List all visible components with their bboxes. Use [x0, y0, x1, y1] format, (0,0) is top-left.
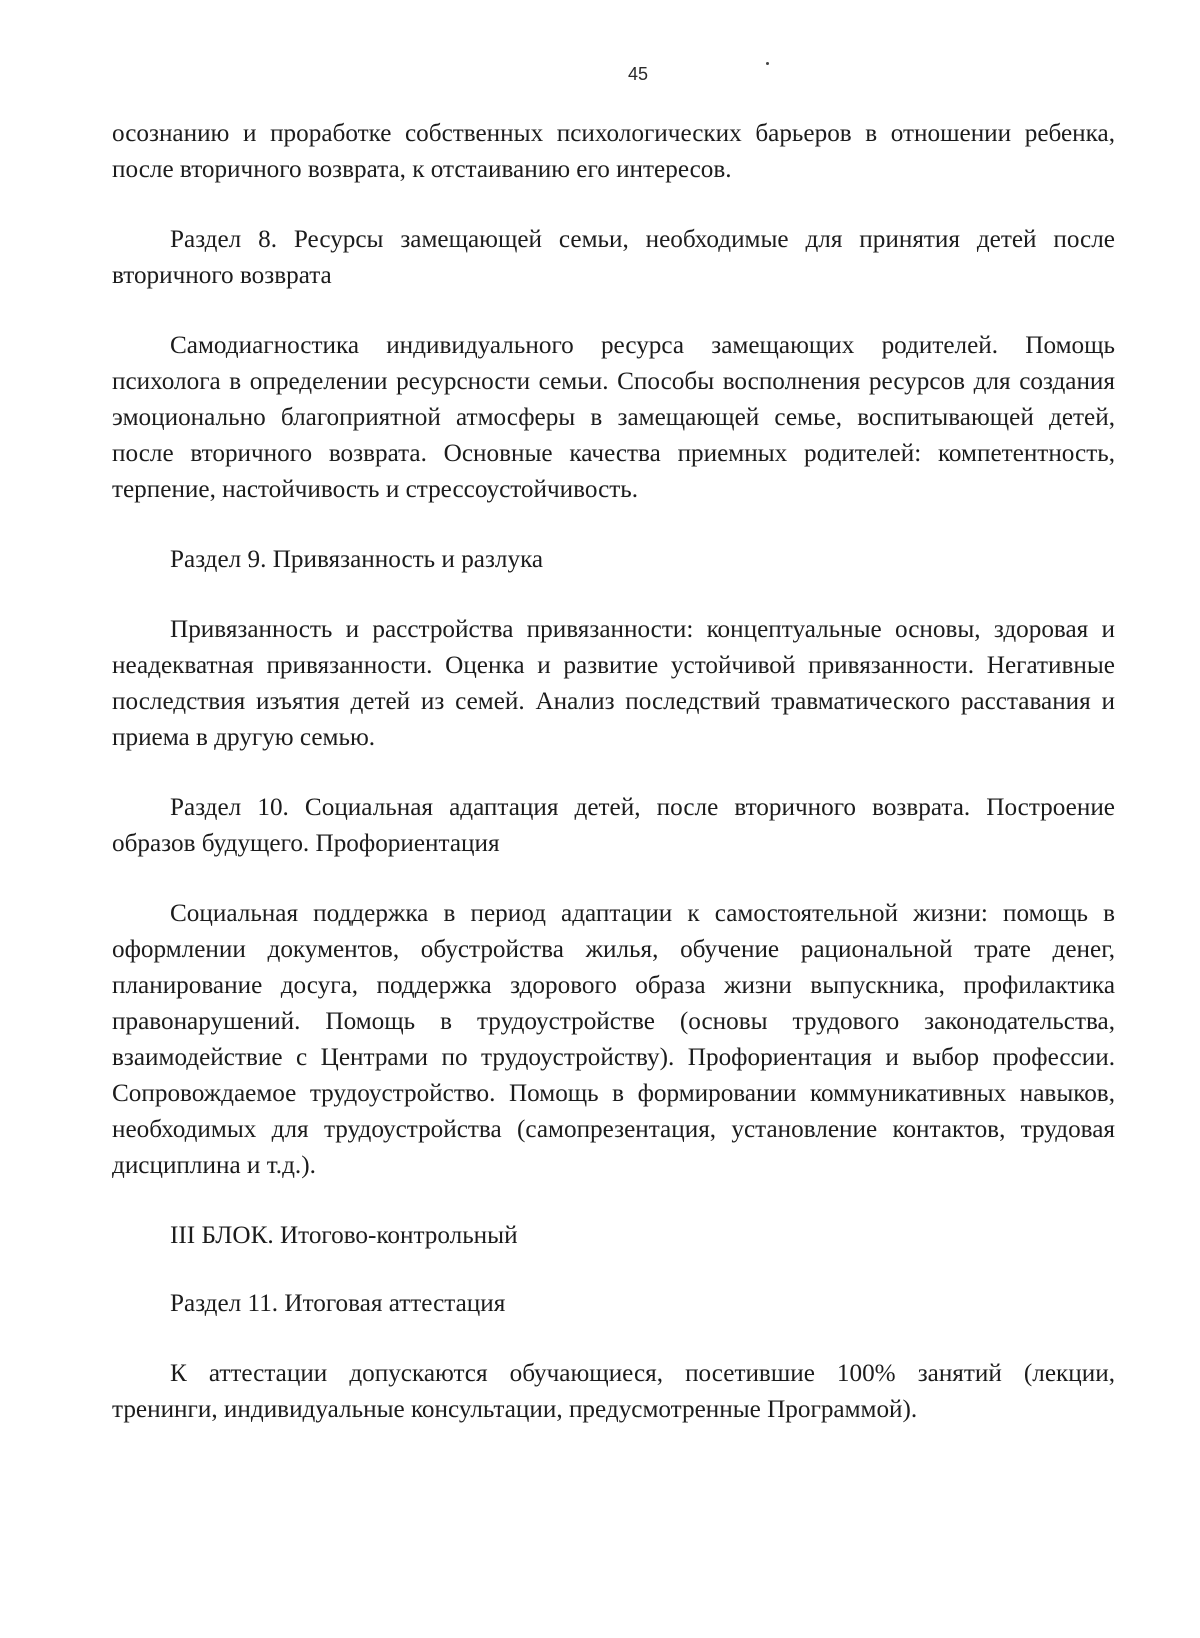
section-10-body: Социальная поддержка в период адаптации к самостоятельной жизни: помощь в оформлении документов, обустройства жилья, обучение рациональной трате денег, планирование досуга, поддержка здорового образа жизни выпускника, профилактика правонарушений. Помощь в трудоустройстве (основы трудового законодательства, взаимодействие с Центрами по трудоустройству). Профориентация и выбор профессии. Сопровождаемое трудоустройство. Помощь в формировании коммуникативных навыков, необходимых для трудоустройства (самопрезентация, установление контактов, трудовая дисциплина и т.д.). [112, 900, 1115, 1179]
page-number: 45 [627, 64, 649, 84]
section-8-heading: Раздел 8. Ресурсы замещающей семьи, необходимые для принятия детей после вторичного возврата [112, 226, 1115, 289]
block-3-heading: III БЛОК. Итогово-контрольный [170, 1222, 518, 1249]
section-11-heading: Раздел 11. Итоговая аттестация [170, 1290, 506, 1317]
section-8-body: Самодиагностика индивидуального ресурса замещающих родителей. Помощь психолога в определении ресурсности семьи. Способы восполнения ресурсов для создания эмоционально благоприятной атмосферы в замещающей семье, воспитывающей детей, после вторичного возврата. Основные качества приемных родителей: компетентность, терпение, настойчивость и стрессоустойчивость. [112, 332, 1115, 503]
section-9-heading: Раздел 9. Привязанность и разлука [170, 546, 544, 573]
page-body [112, 116, 1115, 1428]
section-10-heading: Раздел 10. Социальная адаптация детей, после вторичного возврата. Построение образов будущего. Профориентация [112, 794, 1115, 857]
section-9-body: Привязанность и расстройства привязанности: концептуальные основы, здоровая и неадекватная привязанности. Оценка и развитие устойчивой привязанности. Негативные последствия изъятия детей из семей. Анализ последствий травматического расставания и приема в другую семью. [112, 616, 1115, 751]
scan-speck [766, 62, 769, 65]
section-11-body: К аттестации допускаются обучающиеся, посетившие 100% занятий (лекции, тренинги, индивидуальные консультации, предусмотренные Программой). [112, 1360, 1115, 1423]
paragraph-continuation: осознанию и проработке собственных психологических барьеров в отношении ребенка, после вторичного возврата, к отстаиванию его интересов. [112, 120, 1115, 183]
